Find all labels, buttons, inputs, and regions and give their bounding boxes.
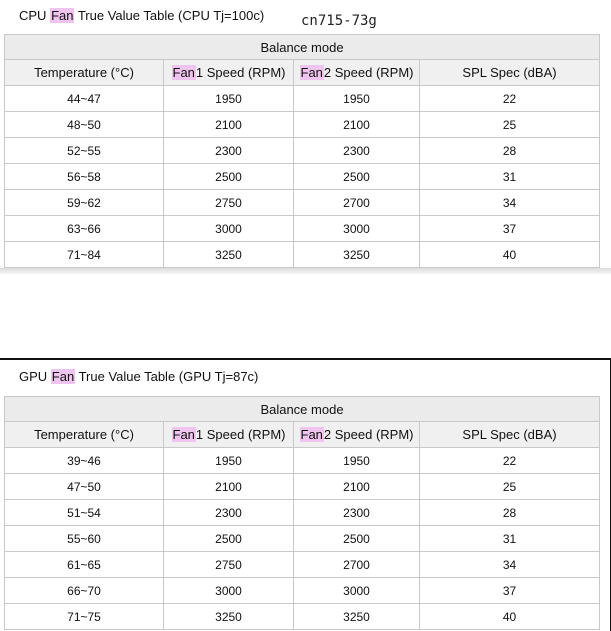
cell-fan1: 3250 xyxy=(164,604,294,630)
cell-fan2: 2700 xyxy=(294,190,420,216)
cell-fan1: 2750 xyxy=(164,552,294,578)
cell-fan2: 3250 xyxy=(294,242,420,268)
gpu-fan-table-panel xyxy=(0,358,611,631)
cell-fan2: 2100 xyxy=(294,474,420,500)
cpu-title-suffix: True Value Table (CPU Tj=100c) xyxy=(74,8,265,23)
cpu-header-fan2-rest: 2 Speed (RPM) xyxy=(323,65,414,80)
cell-spl: 28 xyxy=(420,500,600,526)
gpu-header-spl: SPL Spec (dBA) xyxy=(420,422,600,448)
gpu-title-suffix: True Value Table (GPU Tj=87c) xyxy=(75,369,259,384)
table-row xyxy=(5,216,600,242)
cell-fan1: 1950 xyxy=(164,448,294,474)
table-row xyxy=(5,138,600,164)
cell-fan1: 2300 xyxy=(164,500,294,526)
gpu-table-body xyxy=(5,448,600,630)
gpu-title-highlight: Fan xyxy=(51,369,75,384)
cpu-title-prefix: CPU xyxy=(19,8,51,23)
cpu-header-temperature: Temperature (°C) xyxy=(5,60,164,86)
table-row xyxy=(5,578,600,604)
cell-temp: 48~50 xyxy=(5,112,164,138)
cpu-table-body xyxy=(5,86,600,268)
table-row xyxy=(5,552,600,578)
table-row xyxy=(5,500,600,526)
model-number: cn715-73g xyxy=(301,13,377,29)
cell-temp: 52~55 xyxy=(5,138,164,164)
cell-temp: 63~66 xyxy=(5,216,164,242)
gpu-mode-label: Balance mode xyxy=(5,397,600,422)
table-row xyxy=(5,164,600,190)
cpu-mode-label: Balance mode xyxy=(5,35,600,60)
cell-spl: 28 xyxy=(420,138,600,164)
cell-spl: 40 xyxy=(420,242,600,268)
cell-fan1: 2100 xyxy=(164,474,294,500)
cpu-header-spl: SPL Spec (dBA) xyxy=(420,60,600,86)
table-row xyxy=(5,242,600,268)
cell-temp: 56~58 xyxy=(5,164,164,190)
gpu-header-fan1-highlight: Fan xyxy=(172,427,195,442)
table-row xyxy=(5,86,600,112)
cell-spl: 25 xyxy=(420,112,600,138)
cell-fan2: 2300 xyxy=(294,500,420,526)
cell-fan2: 2500 xyxy=(294,164,420,190)
cell-temp: 66~70 xyxy=(5,578,164,604)
cell-temp: 55~60 xyxy=(5,526,164,552)
cell-spl: 22 xyxy=(420,448,600,474)
table-row xyxy=(5,190,600,216)
gpu-header-fan2-rest: 2 Speed (RPM) xyxy=(323,427,414,442)
cell-temp: 39~46 xyxy=(5,448,164,474)
cell-fan1: 2300 xyxy=(164,138,294,164)
gpu-header-fan1-rest: 1 Speed (RPM) xyxy=(195,427,286,442)
cpu-header-fan1-highlight: Fan xyxy=(172,65,195,80)
cell-temp: 47~50 xyxy=(5,474,164,500)
panel-divider xyxy=(0,268,611,274)
cell-temp: 71~84 xyxy=(5,242,164,268)
cell-spl: 37 xyxy=(420,216,600,242)
cell-fan2: 3000 xyxy=(294,578,420,604)
cell-spl: 40 xyxy=(420,604,600,630)
cell-fan1: 3000 xyxy=(164,578,294,604)
cell-fan2: 1950 xyxy=(294,86,420,112)
cpu-fan-table xyxy=(4,34,600,268)
table-row xyxy=(5,448,600,474)
gpu-header-fan1 xyxy=(164,422,294,448)
gpu-header-fan2-highlight: Fan xyxy=(300,427,323,442)
cell-spl: 37 xyxy=(420,578,600,604)
table-row xyxy=(5,112,600,138)
cell-temp: 59~62 xyxy=(5,190,164,216)
cell-fan2: 3000 xyxy=(294,216,420,242)
table-row xyxy=(5,526,600,552)
cell-fan1: 1950 xyxy=(164,86,294,112)
cell-temp: 51~54 xyxy=(5,500,164,526)
cell-fan2: 2100 xyxy=(294,112,420,138)
cell-temp: 44~47 xyxy=(5,86,164,112)
cell-spl: 34 xyxy=(420,552,600,578)
cell-temp: 61~65 xyxy=(5,552,164,578)
cpu-table-title xyxy=(19,8,264,23)
cell-fan1: 2500 xyxy=(164,526,294,552)
cell-fan1: 2750 xyxy=(164,190,294,216)
gpu-table-title xyxy=(19,369,258,384)
cell-spl: 22 xyxy=(420,86,600,112)
cpu-header-fan2 xyxy=(294,60,420,86)
cpu-fan-table-panel xyxy=(0,0,611,270)
cpu-header-fan1 xyxy=(164,60,294,86)
cell-spl: 25 xyxy=(420,474,600,500)
cpu-header-fan1-rest: 1 Speed (RPM) xyxy=(195,65,286,80)
gpu-header-fan2 xyxy=(294,422,420,448)
cell-fan1: 2500 xyxy=(164,164,294,190)
gpu-title-prefix: GPU xyxy=(19,369,51,384)
cell-fan2: 2700 xyxy=(294,552,420,578)
table-row xyxy=(5,474,600,500)
cell-fan1: 2100 xyxy=(164,112,294,138)
cell-fan2: 3250 xyxy=(294,604,420,630)
cell-spl: 31 xyxy=(420,526,600,552)
cell-spl: 31 xyxy=(420,164,600,190)
cell-fan2: 1950 xyxy=(294,448,420,474)
gpu-header-temperature: Temperature (°C) xyxy=(5,422,164,448)
cpu-header-fan2-highlight: Fan xyxy=(300,65,323,80)
gpu-fan-table xyxy=(4,396,600,630)
table-row xyxy=(5,604,600,630)
cell-temp: 71~75 xyxy=(5,604,164,630)
cell-fan2: 2300 xyxy=(294,138,420,164)
cell-fan1: 3000 xyxy=(164,216,294,242)
cell-fan1: 3250 xyxy=(164,242,294,268)
cell-spl: 34 xyxy=(420,190,600,216)
cell-fan2: 2500 xyxy=(294,526,420,552)
cpu-title-highlight: Fan xyxy=(51,8,74,23)
